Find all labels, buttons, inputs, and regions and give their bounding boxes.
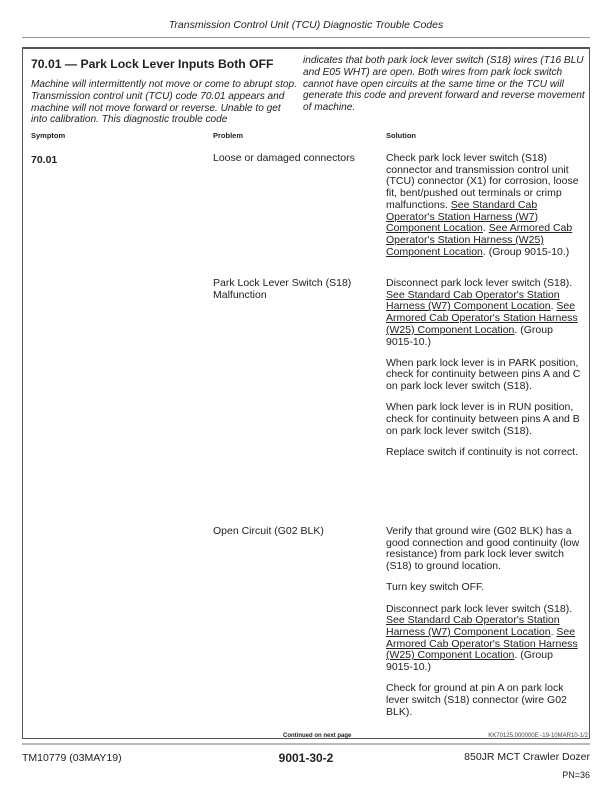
solution-text: Check for ground at pin A on park lock lever switch (S18) connector (wire G02 BLK).: [386, 682, 567, 718]
solution-step: [386, 526, 582, 573]
problem-1: Loose or damaged connectors: [213, 152, 355, 164]
machine-model: 850JR MCT Crawler Dozer: [464, 751, 590, 763]
symptom-code: 70.01: [31, 154, 58, 166]
header-divider: [22, 37, 590, 38]
column-header-symptom: Symptom: [31, 131, 66, 140]
solution-text: Check park lock lever switch (S18) connector and transmission control unit (TCU) connector (X1) for corrosion, loose fit, bent/pushed out terminals or crimp malfunctions.: [386, 152, 579, 211]
solution-2: [386, 278, 582, 468]
solution-text: Verify that ground wire (G02 BLK) has a good connection and good continuity (low resistance) from park lock lever switch (S18) to ground location.: [386, 525, 580, 573]
solution-step: [386, 447, 582, 459]
solution-text: Turn key switch OFF.: [386, 581, 485, 594]
solution-step: [386, 153, 582, 258]
solution-3: [386, 526, 582, 728]
solution-text: Disconnect park lock lever switch (S18).: [386, 277, 573, 289]
page-number: 9001-30-2: [278, 751, 334, 765]
footer-divider: [22, 743, 590, 745]
solution-text: .: [550, 300, 557, 313]
solution-text: Disconnect park lock lever switch (S18).: [386, 602, 573, 615]
cross-reference-link[interactable]: See Armored Cab Operator's Station Harness (W25) Component Location: [386, 222, 573, 258]
solution-step: [386, 683, 582, 718]
solution-text: .: [550, 625, 557, 638]
section-title: 70.01 — Park Lock Lever Inputs Both OFF: [31, 57, 274, 71]
cross-reference-link[interactable]: See Armored Cab Operator's Station Harness (W25) Component Location: [386, 625, 578, 662]
cross-reference-link[interactable]: See Armored Cab Operator's Station Harness (W25) Component Location: [386, 300, 578, 336]
solution-text: .: [482, 222, 489, 235]
solution-text: Replace switch if continuity is not correct.: [386, 445, 578, 458]
solution-text: When park lock lever is in RUN position, check for continuity between pins A and B on park lock lever switch (S18).: [386, 401, 580, 437]
continued-note: Continued on next page: [283, 733, 352, 739]
cross-reference-link[interactable]: See Standard Cab Operator's Station Harness (W7) Component Location: [386, 198, 538, 235]
problem-3: Open Circuit (G02 BLK): [213, 525, 324, 537]
solution-text: . (Group 9015-10.): [386, 323, 553, 348]
solution-step: [386, 604, 582, 674]
solution-step: [386, 278, 582, 348]
cross-reference-link[interactable]: See Standard Cab Operator's Station Harness (W7) Component Location: [386, 288, 560, 313]
solution-text: . (Group 9015-10.): [386, 649, 553, 674]
manual-number: TM10779 (03MAY19): [22, 752, 122, 764]
solution-text: When park lock lever is in PARK position, check for continuity between pins A and C on park lock lever switch (S18).: [386, 356, 581, 393]
solution-step: [386, 402, 582, 437]
solution-step: [386, 358, 582, 393]
solution-1: [386, 153, 582, 268]
column-header-solution: Solution: [386, 131, 416, 140]
solution-text: . (Group 9015-10.): [482, 245, 570, 258]
pn-number: PN=36: [562, 770, 590, 780]
cross-reference-link[interactable]: See Standard Cab Operator's Station Harness (W7) Component Location: [386, 614, 560, 638]
column-header-problem: Problem: [213, 131, 244, 140]
page-header: Transmission Control Unit (TCU) Diagnostic Trouble Codes: [168, 19, 444, 31]
reference-code: KK70125,000000E -19-10MAR10-1/2: [488, 733, 588, 739]
intro-right: indicates that both park lock lever switch (S18) wires (T16 BLU and E05 WHT) are open. Both wires from park lock switch cannot have open circuits at the same time or the TCU will generate this code and prevent forward and reverse movement of machine.: [303, 55, 585, 114]
intro-left: Machine will intermittently not move or come to abrupt stop. Transmission control unit (TCU) code 70.01 appears and machine will not move forward or reverse. Unable to get into calibration. This diagnostic trouble code: [31, 79, 297, 126]
solution-step: [386, 582, 582, 594]
problem-2: Park Lock Lever Switch (S18) Malfunction: [213, 277, 352, 301]
